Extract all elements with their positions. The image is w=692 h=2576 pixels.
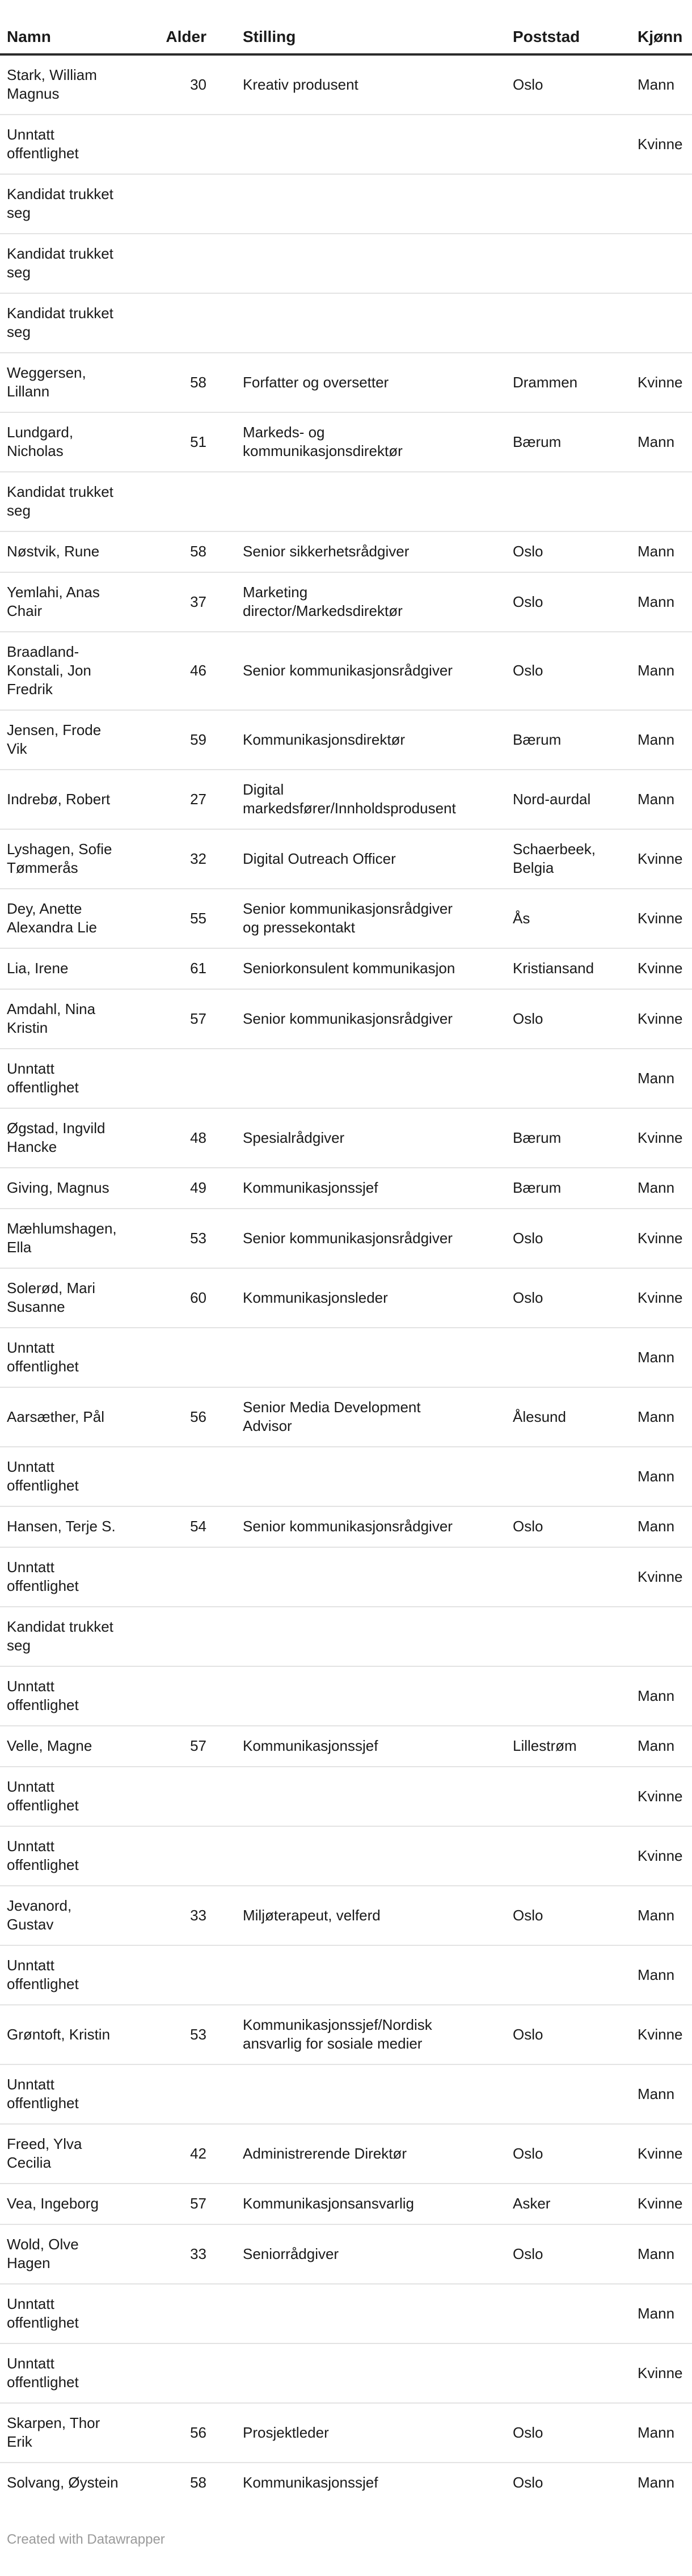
- cell-poststad: [469, 1767, 614, 1826]
- cell-namn: Weggersen, Lillann: [0, 353, 134, 412]
- table-header: [0, 12, 692, 54]
- cell-poststad: Oslo: [469, 531, 614, 572]
- cell-stilling: Administrerende Direktør: [206, 2124, 469, 2184]
- cell-kjonn: Mann: [614, 1049, 692, 1108]
- cell-alder: 42: [134, 2124, 206, 2184]
- cell-namn: Unntatt offentlighet: [0, 2064, 134, 2124]
- cell-namn: Unntatt offentlighet: [0, 2284, 134, 2343]
- cell-namn: Kandidat trukket seg: [0, 234, 134, 293]
- cell-alder: [134, 115, 206, 174]
- cell-alder: 37: [134, 572, 206, 632]
- cell-namn: Vea, Ingeborg: [0, 2184, 134, 2224]
- candidates-table: [0, 12, 692, 2503]
- table-row: [0, 1268, 692, 1328]
- cell-namn: Unntatt offentlighet: [0, 1447, 134, 1506]
- cell-kjonn: Mann: [614, 1945, 692, 2005]
- cell-namn: Jevanord, Gustav: [0, 1886, 134, 1945]
- cell-alder: 54: [134, 1506, 206, 1547]
- cell-namn: Jensen, Frode Vik: [0, 710, 134, 770]
- cell-alder: 61: [134, 948, 206, 989]
- cell-poststad: Oslo: [469, 54, 614, 115]
- cell-alder: 56: [134, 2403, 206, 2463]
- cell-alder: [134, 2343, 206, 2403]
- cell-poststad: Oslo: [469, 2403, 614, 2463]
- cell-namn: Kandidat trukket seg: [0, 1607, 134, 1666]
- cell-stilling: [206, 1547, 469, 1607]
- cell-alder: [134, 1607, 206, 1666]
- cell-stilling: [206, 1826, 469, 1886]
- cell-stilling: [206, 2284, 469, 2343]
- table-row: [0, 1049, 692, 1108]
- cell-namn: Kandidat trukket seg: [0, 472, 134, 531]
- cell-poststad: Oslo: [469, 572, 614, 632]
- cell-kjonn: Mann: [614, 1726, 692, 1767]
- cell-kjonn: [614, 472, 692, 531]
- cell-stilling: [206, 115, 469, 174]
- cell-stilling: Kommunikasjonssjef: [206, 1168, 469, 1209]
- table-row: [0, 770, 692, 829]
- cell-namn: Grøntoft, Kristin: [0, 2005, 134, 2064]
- cell-namn: Dey, Anette Alexandra Lie: [0, 889, 134, 948]
- cell-alder: 27: [134, 770, 206, 829]
- cell-poststad: [469, 2064, 614, 2124]
- cell-namn: Unntatt offentlighet: [0, 1328, 134, 1387]
- cell-namn: Aarsæther, Pål: [0, 1387, 134, 1447]
- table-row: [0, 2124, 692, 2184]
- cell-stilling: Miljøterapeut, velferd: [206, 1886, 469, 1945]
- cell-poststad: [469, 293, 614, 353]
- cell-namn: Wold, Olve Hagen: [0, 2224, 134, 2284]
- cell-namn: Freed, Ylva Cecilia: [0, 2124, 134, 2184]
- cell-namn: Lyshagen, Sofie Tømmerås: [0, 829, 134, 889]
- cell-namn: Mæhlumshagen, Ella: [0, 1209, 134, 1268]
- table-row: [0, 989, 692, 1049]
- cell-namn: Stark, William Magnus: [0, 54, 134, 115]
- table-row: [0, 2284, 692, 2343]
- cell-namn: Nøstvik, Rune: [0, 531, 134, 572]
- cell-poststad: [469, 1447, 614, 1506]
- table-row: [0, 1666, 692, 1726]
- cell-alder: [134, 1767, 206, 1826]
- column-header-namn: Namn: [0, 12, 134, 54]
- cell-alder: 32: [134, 829, 206, 889]
- cell-namn: Skarpen, Thor Erik: [0, 2403, 134, 2463]
- cell-kjonn: Kvinne: [614, 2124, 692, 2184]
- cell-stilling: Forfatter og oversetter: [206, 353, 469, 412]
- table-row: [0, 472, 692, 531]
- cell-poststad: [469, 2284, 614, 2343]
- cell-kjonn: Mann: [614, 1168, 692, 1209]
- cell-alder: 59: [134, 710, 206, 770]
- table-row: [0, 829, 692, 889]
- cell-alder: [134, 1447, 206, 1506]
- cell-stilling: [206, 1049, 469, 1108]
- cell-poststad: [469, 1826, 614, 1886]
- cell-kjonn: [614, 1607, 692, 1666]
- cell-alder: 49: [134, 1168, 206, 1209]
- table-row: [0, 1726, 692, 1767]
- cell-poststad: Schaerbeek, Belgia: [469, 829, 614, 889]
- cell-alder: 53: [134, 2005, 206, 2064]
- cell-poststad: Bærum: [469, 412, 614, 472]
- cell-namn: Unntatt offentlighet: [0, 1767, 134, 1826]
- cell-stilling: Seniorkonsulent kommunikasjon: [206, 948, 469, 989]
- cell-alder: 33: [134, 2224, 206, 2284]
- cell-stilling: Markeds- og kommunikasjonsdirektør: [206, 412, 469, 472]
- cell-poststad: Bærum: [469, 710, 614, 770]
- cell-namn: Amdahl, Nina Kristin: [0, 989, 134, 1049]
- cell-stilling: Digital markedsfører/Innholdsprodusent: [206, 770, 469, 829]
- cell-kjonn: Kvinne: [614, 1547, 692, 1607]
- cell-stilling: [206, 2343, 469, 2403]
- cell-stilling: Senior kommunikasjonsrådgiver: [206, 1506, 469, 1547]
- cell-stilling: [206, 1666, 469, 1726]
- cell-namn: Velle, Magne: [0, 1726, 134, 1767]
- cell-poststad: Nord-aurdal: [469, 770, 614, 829]
- table-row: [0, 2224, 692, 2284]
- cell-alder: 33: [134, 1886, 206, 1945]
- cell-kjonn: Mann: [614, 531, 692, 572]
- cell-poststad: [469, 174, 614, 234]
- cell-stilling: Kommunikasjonsleder: [206, 1268, 469, 1328]
- table-row: [0, 1328, 692, 1387]
- cell-stilling: Kommunikasjonssjef/Nordisk ansvarlig for sosiale medier: [206, 2005, 469, 2064]
- cell-poststad: [469, 1945, 614, 2005]
- cell-stilling: Digital Outreach Officer: [206, 829, 469, 889]
- cell-poststad: Lillestrøm: [469, 1726, 614, 1767]
- cell-alder: [134, 174, 206, 234]
- cell-stilling: Senior Media Development Advisor: [206, 1387, 469, 1447]
- cell-stilling: Senior sikkerhetsrådgiver: [206, 531, 469, 572]
- cell-stilling: Kommunikasjonssjef: [206, 1726, 469, 1767]
- cell-kjonn: Kvinne: [614, 989, 692, 1049]
- table-row: [0, 572, 692, 632]
- cell-alder: 51: [134, 412, 206, 472]
- table-row: [0, 293, 692, 353]
- cell-alder: 56: [134, 1387, 206, 1447]
- cell-kjonn: Mann: [614, 2284, 692, 2343]
- cell-poststad: [469, 472, 614, 531]
- cell-namn: Hansen, Terje S.: [0, 1506, 134, 1547]
- table-row: [0, 889, 692, 948]
- cell-alder: [134, 1547, 206, 1607]
- cell-alder: 57: [134, 989, 206, 1049]
- table-row: [0, 174, 692, 234]
- cell-alder: [134, 2064, 206, 2124]
- cell-kjonn: Kvinne: [614, 1268, 692, 1328]
- cell-kjonn: Mann: [614, 710, 692, 770]
- cell-namn: Kandidat trukket seg: [0, 293, 134, 353]
- table-row: [0, 2343, 692, 2403]
- cell-kjonn: Mann: [614, 1328, 692, 1387]
- cell-alder: [134, 1049, 206, 1108]
- cell-poststad: Asker: [469, 2184, 614, 2224]
- cell-namn: Unntatt offentlighet: [0, 2343, 134, 2403]
- cell-namn: Unntatt offentlighet: [0, 1666, 134, 1726]
- cell-alder: 57: [134, 2184, 206, 2224]
- table-row: [0, 1547, 692, 1607]
- table-row: [0, 115, 692, 174]
- cell-stilling: [206, 1945, 469, 2005]
- cell-kjonn: Mann: [614, 2224, 692, 2284]
- cell-poststad: [469, 115, 614, 174]
- table-row: [0, 710, 692, 770]
- cell-poststad: [469, 1328, 614, 1387]
- cell-poststad: Oslo: [469, 1506, 614, 1547]
- cell-alder: 48: [134, 1108, 206, 1168]
- cell-kjonn: Kvinne: [614, 1767, 692, 1826]
- cell-stilling: Marketing director/Markedsdirektør: [206, 572, 469, 632]
- cell-kjonn: [614, 234, 692, 293]
- table-row: [0, 531, 692, 572]
- cell-poststad: [469, 1607, 614, 1666]
- table-row: [0, 54, 692, 115]
- cell-alder: 58: [134, 531, 206, 572]
- cell-namn: Unntatt offentlighet: [0, 115, 134, 174]
- cell-alder: 57: [134, 1726, 206, 1767]
- table-row: [0, 1826, 692, 1886]
- cell-poststad: Oslo: [469, 1886, 614, 1945]
- cell-kjonn: Kvinne: [614, 1826, 692, 1886]
- cell-kjonn: Kvinne: [614, 2184, 692, 2224]
- cell-alder: 58: [190, 2474, 206, 2491]
- cell-stilling: [206, 234, 469, 293]
- table-row: [0, 353, 692, 412]
- cell-stilling: [206, 1607, 469, 1666]
- cell-poststad: Oslo: [469, 1209, 614, 1268]
- cell-poststad: Oslo: [469, 2005, 614, 2064]
- cell-kjonn: Kvinne: [614, 1108, 692, 1168]
- table-row: [0, 412, 692, 472]
- cell-stilling: Kommunikasjonsdirektør: [206, 710, 469, 770]
- cell-alder: 60: [134, 1268, 206, 1328]
- cell-namn: Unntatt offentlighet: [0, 1826, 134, 1886]
- cell-stilling: Spesialrådgiver: [206, 1108, 469, 1168]
- table-row: [0, 1387, 692, 1447]
- cell-stilling: Prosjektleder: [206, 2403, 469, 2463]
- cell-kjonn: Mann: [638, 2474, 675, 2491]
- cell-poststad: Ås: [469, 889, 614, 948]
- cell-kjonn: [614, 174, 692, 234]
- table-row: [0, 2463, 692, 2503]
- cell-kjonn: Mann: [614, 1886, 692, 1945]
- cell-namn: Unntatt offentlighet: [0, 1049, 134, 1108]
- cell-namn: Lundgard, Nicholas: [0, 412, 134, 472]
- cell-stilling: [206, 2064, 469, 2124]
- table-row: [0, 1168, 692, 1209]
- cell-kjonn: Mann: [614, 54, 692, 115]
- cell-poststad: [469, 234, 614, 293]
- table-row: [0, 234, 692, 293]
- cell-poststad: Oslo: [469, 1268, 614, 1328]
- cell-alder: [134, 234, 206, 293]
- cell-poststad: [469, 2343, 614, 2403]
- table-row: [0, 948, 692, 989]
- cell-alder: [134, 1945, 206, 2005]
- cell-kjonn: Mann: [614, 770, 692, 829]
- cell-namn: Yemlahi, Anas Chair: [0, 572, 134, 632]
- table-row: [0, 2064, 692, 2124]
- cell-poststad: [469, 1547, 614, 1607]
- cell-namn: Giving, Magnus: [0, 1168, 134, 1209]
- cell-kjonn: Mann: [614, 632, 692, 710]
- cell-stilling: Seniorrådgiver: [206, 2224, 469, 2284]
- cell-kjonn: Kvinne: [614, 1209, 692, 1268]
- cell-namn: Solerød, Mari Susanne: [0, 1268, 134, 1328]
- cell-kjonn: Mann: [614, 1387, 692, 1447]
- cell-alder: [134, 1328, 206, 1387]
- column-header-alder: Alder: [134, 12, 206, 54]
- cell-stilling: Senior kommunikasjonsrådgiver: [206, 989, 469, 1049]
- cell-alder: 58: [134, 353, 206, 412]
- header-row: [0, 12, 692, 54]
- cell-kjonn: Mann: [614, 1447, 692, 1506]
- cell-namn: Solvang, Øystein: [7, 2474, 119, 2491]
- cell-kjonn: Kvinne: [614, 2343, 692, 2403]
- table-row: [0, 1447, 692, 1506]
- table-row: [0, 2403, 692, 2463]
- datawrapper-credit-link[interactable]: Created with Datawrapper: [7, 2532, 165, 2547]
- cell-poststad: Oslo: [469, 2124, 614, 2184]
- cell-stilling: [206, 472, 469, 531]
- table-row: [0, 1767, 692, 1826]
- column-header-stilling: Stilling: [206, 12, 469, 54]
- table-row: [0, 2005, 692, 2064]
- cell-kjonn: Mann: [614, 1666, 692, 1726]
- cell-alder: [134, 2284, 206, 2343]
- cell-namn: Braadland-Konstali, Jon Fredrik: [0, 632, 134, 710]
- cell-poststad: [469, 1049, 614, 1108]
- table-body: [0, 54, 692, 2503]
- cell-namn: Indrebø, Robert: [0, 770, 134, 829]
- cell-kjonn: Kvinne: [614, 829, 692, 889]
- cell-namn: Lia, Irene: [0, 948, 134, 989]
- table-row: [0, 1945, 692, 2005]
- cell-poststad: Oslo: [469, 632, 614, 710]
- cell-namn: Kandidat trukket seg: [0, 174, 134, 234]
- cell-poststad: Kristiansand: [469, 948, 614, 989]
- cell-kjonn: Kvinne: [614, 115, 692, 174]
- table-row: [0, 1886, 692, 1945]
- cell-poststad: Bærum: [469, 1168, 614, 1209]
- cell-stilling: [206, 1328, 469, 1387]
- cell-alder: [134, 1666, 206, 1726]
- cell-alder: 30: [134, 54, 206, 115]
- cell-kjonn: Kvinne: [614, 353, 692, 412]
- cell-kjonn: Mann: [614, 2403, 692, 2463]
- column-header-kjonn: Kjønn: [614, 12, 692, 54]
- table-row: [0, 1108, 692, 1168]
- cell-stilling: Kommunikasjonsansvarlig: [206, 2184, 469, 2224]
- cell-stilling: [206, 174, 469, 234]
- cell-namn: Øgstad, Ingvild Hancke: [0, 1108, 134, 1168]
- cell-stilling: Senior kommunikasjonsrådgiver og pressekontakt: [206, 889, 469, 948]
- table-row: [0, 2184, 692, 2224]
- cell-kjonn: Kvinne: [614, 889, 692, 948]
- cell-poststad: Oslo: [469, 989, 614, 1049]
- cell-stilling: Senior kommunikasjonsrådgiver: [206, 632, 469, 710]
- cell-kjonn: Mann: [614, 412, 692, 472]
- cell-poststad: Oslo: [513, 2474, 543, 2491]
- table-row: [0, 1607, 692, 1666]
- cell-poststad: [469, 1666, 614, 1726]
- cell-poststad: Ålesund: [469, 1387, 614, 1447]
- table-row: [0, 1506, 692, 1547]
- cell-kjonn: Mann: [614, 572, 692, 632]
- cell-namn: Unntatt offentlighet: [0, 1547, 134, 1607]
- cell-namn: Unntatt offentlighet: [0, 1945, 134, 2005]
- cell-kjonn: Kvinne: [614, 2005, 692, 2064]
- cell-stilling: Kreativ produsent: [206, 54, 469, 115]
- cell-stilling: [206, 293, 469, 353]
- cell-kjonn: [614, 293, 692, 353]
- cell-poststad: Oslo: [469, 2224, 614, 2284]
- cell-alder: [134, 1826, 206, 1886]
- cell-stilling: Senior kommunikasjonsrådgiver: [206, 1209, 469, 1268]
- column-header-poststad: Poststad: [469, 12, 614, 54]
- cell-alder: 46: [134, 632, 206, 710]
- cell-poststad: Drammen: [469, 353, 614, 412]
- table-row: [0, 632, 692, 710]
- cell-kjonn: Kvinne: [614, 948, 692, 989]
- cell-poststad: Bærum: [469, 1108, 614, 1168]
- cell-alder: [134, 472, 206, 531]
- cell-stilling: [206, 1447, 469, 1506]
- cell-alder: 55: [134, 889, 206, 948]
- cell-kjonn: Mann: [614, 1506, 692, 1547]
- cell-stilling: Kommunikasjonssjef: [243, 2474, 378, 2491]
- cell-stilling: [206, 1767, 469, 1826]
- cell-kjonn: Mann: [614, 2064, 692, 2124]
- table-row: [0, 1209, 692, 1268]
- cell-alder: [134, 293, 206, 353]
- cell-alder: 53: [134, 1209, 206, 1268]
